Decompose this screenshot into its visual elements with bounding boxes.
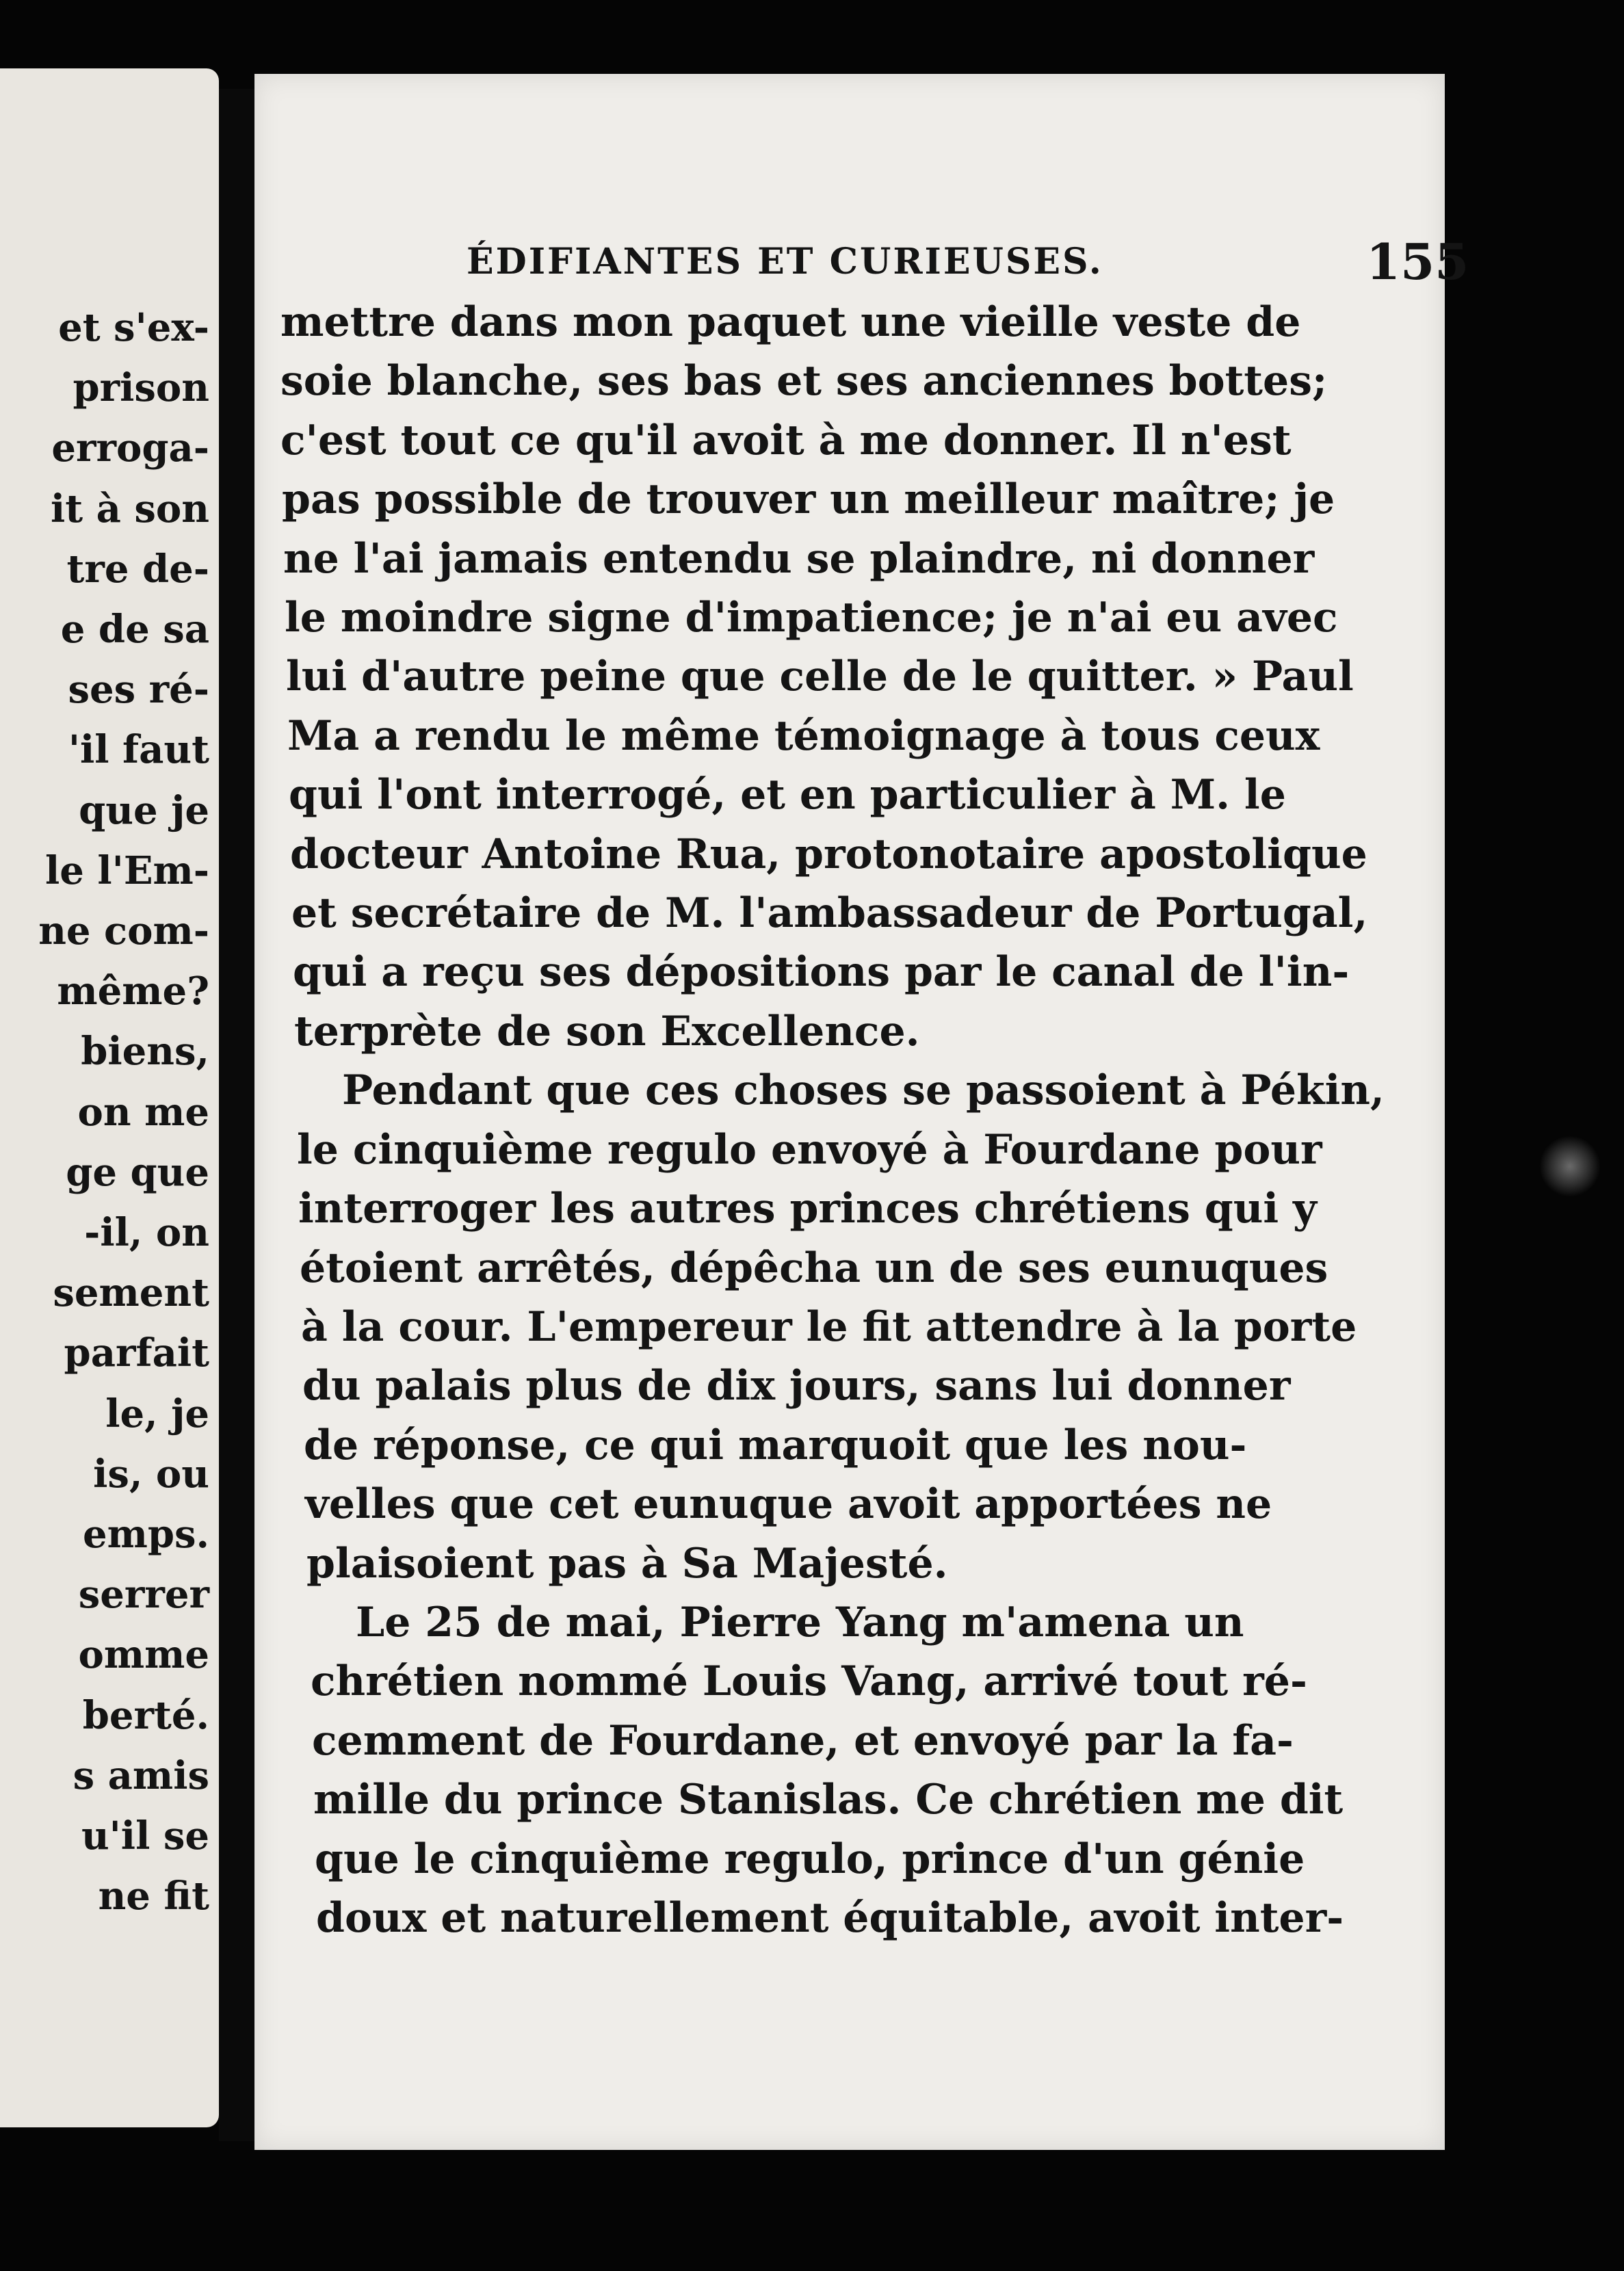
text-line: mille du prince Stanislas. Ce chrétien me dit [313,1776,1344,1824]
previous-page-text [38,298,209,1926]
previous-page-line: 'il faut [68,727,209,773]
text-line: plaisoient pas à Sa Majesté. [306,1539,948,1588]
previous-page-line: même? [57,969,209,1014]
text-line: qui l'ont interrogé, et en particulier à M. le [289,771,1286,819]
text-line: le cinquième regulo envoyé à Fourdane pour [297,1125,1322,1174]
previous-page-line: prison [73,365,209,411]
text-line: lui d'autre peine que celle de le quitter. » Paul [286,653,1354,701]
text-line: et secrétaire de M. l'ambassadeur de Portugal, [291,889,1368,938]
previous-page-line: et s'ex- [58,305,209,350]
previous-page-line: is, ou [93,1451,209,1497]
text-line: du palais plus de dix jours, sans lui donner [302,1362,1291,1410]
previous-page-line: ne fit [98,1874,209,1919]
previous-page-fragment [0,68,219,2127]
previous-page-line: biens, [81,1029,209,1075]
text-line: à la cour. L'empereur le fit attendre à la porte [301,1302,1357,1351]
running-head [467,233,1493,294]
text-line: Le 25 de mai, Pierre Yang m'amena un [356,1598,1244,1646]
text-line: Ma a rendu le même témoignage à tous ceux [287,711,1320,760]
running-title: ÉDIFIANTES ET CURIEUSES. [467,241,1103,283]
previous-page-line: e de sa [60,607,209,653]
previous-page-line: parfait [64,1330,209,1376]
previous-page-line: erroga- [51,425,209,471]
text-line: soie blanche, ses bas et ses anciennes bottes; [280,357,1328,406]
book-gutter [219,89,254,2141]
previous-page-line: emps. [82,1512,209,1558]
previous-page-line: tre de- [66,546,209,592]
page-body-text [267,293,1416,1947]
previous-page-line: u'il se [81,1813,209,1859]
scan-blemish [1539,1136,1601,1197]
text-line: docteur Antoine Rua, protonotaire apostolique [290,830,1367,878]
text-line: mettre dans mon paquet une vieille veste de [280,298,1301,346]
text-line: de réponse, ce qui marquoit que les nou- [304,1421,1247,1469]
text-line: ne l'ai jamais entendu se plaindre, ni donner [283,534,1315,583]
previous-page-line: ne com- [38,908,209,954]
text-line: qui a reçu ses dépositions par le canal de l'in- [293,948,1350,997]
previous-page-line: serrer [78,1572,209,1618]
previous-page-line: s amis [73,1753,209,1798]
text-line: c'est tout ce qu'il avoit à me donner. Il n'est [280,416,1292,464]
text-line: que le cinquième regulo, prince d'un génie [315,1835,1305,1883]
text-line: doux et naturellement équitable, avoit inter- [316,1893,1344,1942]
text-line: étoient arrêtés, dépêcha un de ses eunuques [300,1244,1328,1292]
previous-page-line: le, je [105,1391,209,1436]
previous-page-line: le l'Em- [45,848,209,893]
previous-page-line: ge que [66,1149,209,1195]
text-line: Pendant que ces choses se passoient à Pékin, [342,1066,1385,1115]
text-line: interroger les autres princes chrétiens qui y [298,1185,1317,1233]
previous-page-line: on me [77,1089,209,1135]
previous-page-line: berté. [82,1692,209,1738]
page-number: 155 [1366,233,1469,291]
text-line: le moindre signe d'impatience; je n'ai eu avec [285,594,1338,642]
text-line: cemment de Fourdane, et envoyé par la fa- [312,1716,1294,1765]
previous-page-line: sement [53,1270,209,1316]
book-page [254,74,1469,2150]
previous-page-line: omme [78,1632,209,1678]
previous-page-line: -il, on [84,1210,209,1256]
previous-page-line: ses ré- [68,667,209,713]
previous-page-line: it à son [50,486,209,531]
text-line: velles que cet eunuque avoit apportées ne [305,1480,1272,1529]
previous-page-line: que je [79,787,209,833]
text-line: terprète de son Excellence. [294,1007,920,1055]
text-line: chrétien nommé Louis Vang, arrivé tout ré- [311,1657,1307,1706]
text-line: pas possible de trouver un meilleur maître; je [282,475,1335,524]
